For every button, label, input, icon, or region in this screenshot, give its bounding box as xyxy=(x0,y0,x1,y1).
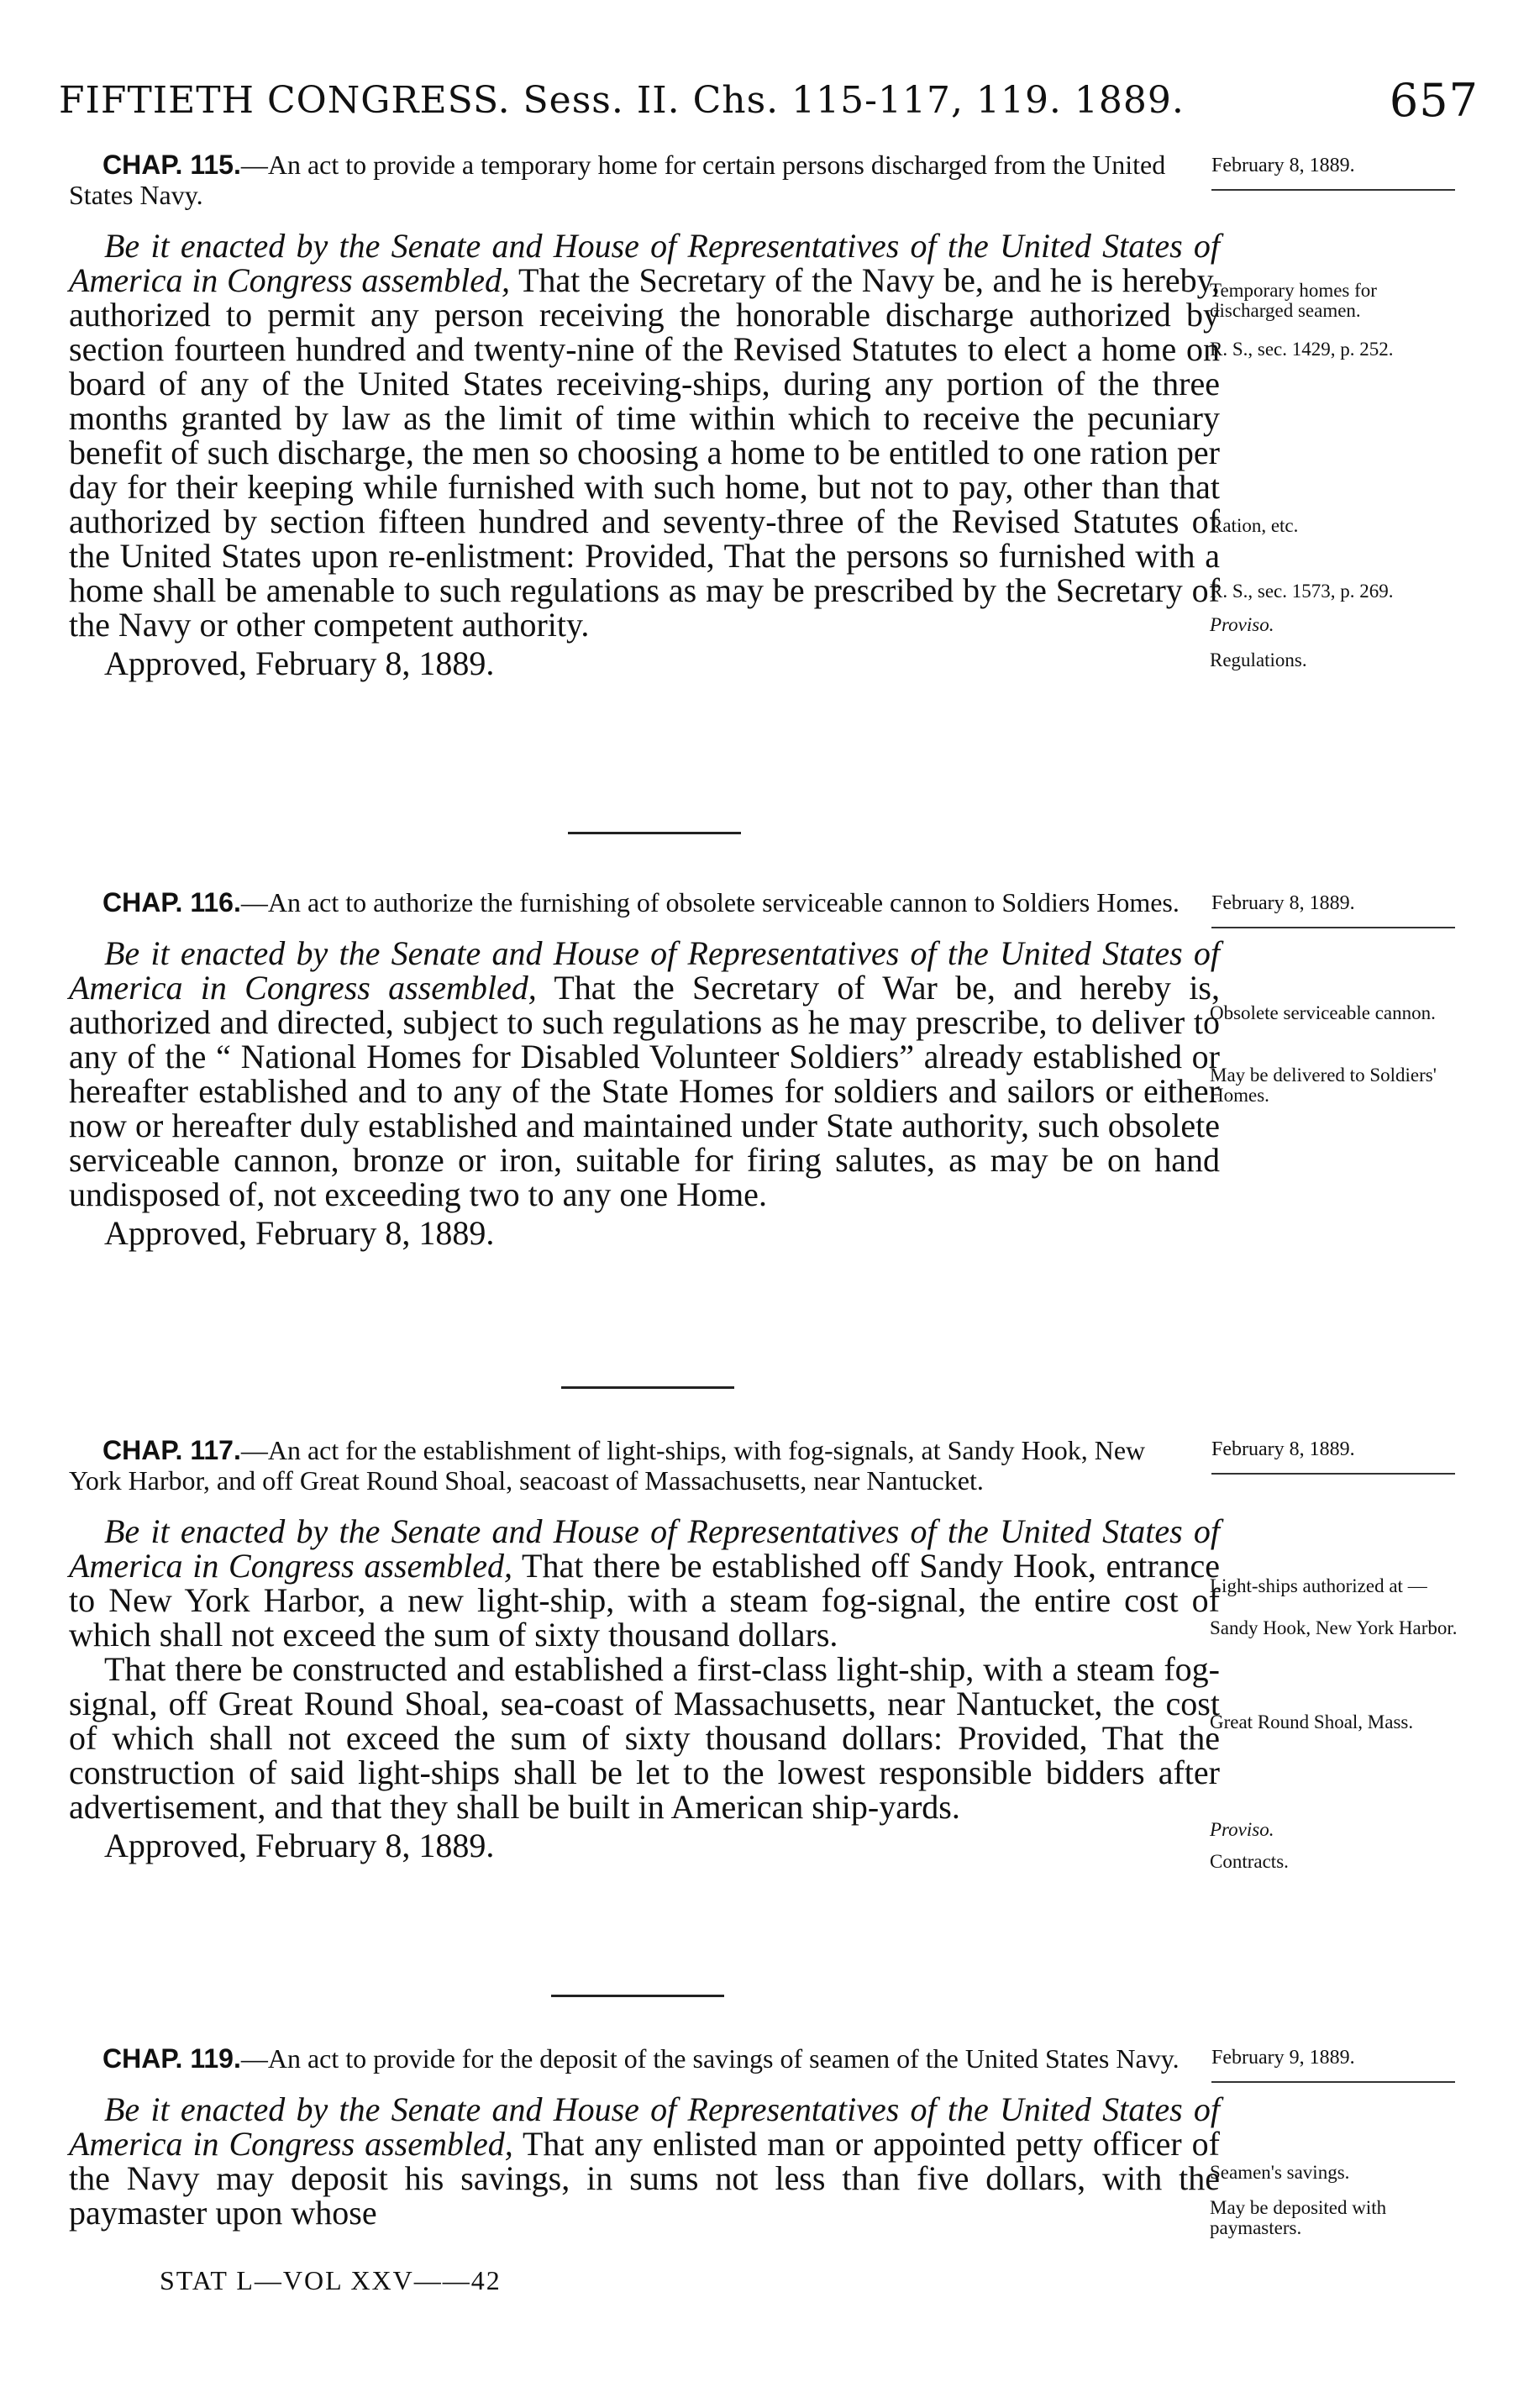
chapter-body xyxy=(69,2092,1220,2230)
sidenote: Obsolete serviceable cannon. xyxy=(1210,1002,1436,1023)
sidenote: R. S., sec. 1429, p. 252. xyxy=(1210,339,1394,360)
chapter-label: CHAP. 116. xyxy=(102,887,241,917)
sidenote: Seamen's savings. xyxy=(1210,2162,1350,2183)
chapter-117 xyxy=(69,1435,1220,1865)
chapter-119 xyxy=(69,2043,1220,2230)
paragraph: Be it enacted by the Senate and House of Representatives of the United States of America in Congress assembled, That any enlisted man or appointed petty officer of the Navy may deposit his savings, in sums not less than five dollars, with the paymaster upon whose xyxy=(69,2090,1220,2232)
sidenote: Sandy Hook, New York Harbor. xyxy=(1210,1617,1458,1638)
sidenote: Proviso. xyxy=(1210,614,1274,635)
enacting-clause: Be it enacted by the Senate and House of Representatives of the United States of America in Congress assembled, xyxy=(69,2090,1220,2163)
enacting-clause: Be it enacted by the Senate and House of Representatives of the United States of America in Congress assembled, xyxy=(69,1512,1220,1585)
sidenote: Regulations. xyxy=(1210,649,1307,670)
chapter-title-text: —An act to authorize the furnishing of obsolete serviceable cannon to Soldiers Homes. xyxy=(240,887,1180,917)
chapter-body xyxy=(69,229,1220,642)
approved-line: Approved, February 8, 1889. xyxy=(104,1214,495,1252)
paragraph: Be it enacted by the Senate and House of Representatives of the United States of America in Congress assembled, That the Secretary of the Navy be, and he is hereby, authorized to permit any person receiving the honorable discharge authorized by section fourteen hundred and twenty-nine of the Revised Statutes to elect a home on board of any of the United States receiving-ships, during any portion of the three months granted by law as the limit of time within which to receive the pecuniary benefit of such discharge, the men so choosing a home to be entitled to one ration per day for their keeping while furnished with such home, but not to pay, other than that authorized by section fifteen hundred and seventy-three of the Revised Statutes of the United States upon re-enlistment: Provided, That the persons so furnished with a home shall be amenable to such regulations as may be prescribed by the Secretary of the Navy or other competent authority. xyxy=(69,227,1221,644)
section-divider xyxy=(551,1995,724,1997)
sidenote: May be deposited with paymasters. xyxy=(1210,2197,1387,2238)
sidenote: Proviso. xyxy=(1210,1819,1274,1840)
paragraph: That there be constructed and established a first-class light-ship, with a steam fog-signal, off Great Round Shoal, sea-coast of Massachusetts, near Nantucket, the cost of which shall not exceed the sum of sixty thousand dollars: Provided, That the construction of said light-ships shall be let to the lowest responsible bidders after advertisement, and that they shall be built in American ship-yards. xyxy=(69,1650,1220,1826)
enacting-clause: Be it enacted by the Senate and House of Representatives of the United States of America in Congress assembled, xyxy=(69,934,1220,1007)
section-divider xyxy=(561,1386,734,1389)
chapter-title-text: —An act to provide for the deposit of the savings of seamen of the United States Navy. xyxy=(240,2043,1180,2074)
sidenote: Great Round Shoal, Mass. xyxy=(1210,1711,1414,1732)
chapter-body xyxy=(69,936,1220,1212)
approved-line: Approved, February 8, 1889. xyxy=(104,644,495,682)
chapter-115 xyxy=(69,150,1220,683)
signature-line: STAT L—VOL XXV——42 xyxy=(160,2265,502,2295)
date-sidenote: February 8, 1889. xyxy=(1211,1438,1455,1475)
chapter-116 xyxy=(69,887,1220,1253)
sidenote: May be delivered to Soldiers' Homes. xyxy=(1210,1065,1437,1106)
paragraph: Be it enacted by the Senate and House of Representatives of the United States of America in Congress assembled, That the Secretary of War be, and hereby is, authorized and directed, subject to such regulations as he may prescribe, to deliver to any of the “ National Homes for Disabled Volunteer Soldiers” already established or hereafter established and to any of the State Homes for soldiers and sailors or either now or hereafter duly established and maintained under State authority, such obsolete serviceable cannon, bronze or iron, suitable for firing salutes, as may be on hand undisposed of, not exceeding two to any one Home. xyxy=(69,934,1220,1213)
date-sidenote: February 9, 1889. xyxy=(1211,2047,1455,2083)
chapter-label: CHAP. 117. xyxy=(102,1435,241,1465)
sidenote: Contracts. xyxy=(1210,1851,1289,1872)
paragraph: Be it enacted by the Senate and House of Representatives of the United States of America in Congress assembled, That there be established off Sandy Hook, entrance to New York Harbor, a new light-ship, with a steam fog-signal, the entire cost of which shall not exceed the sum of sixty thousand dollars. xyxy=(69,1512,1221,1654)
sidenote: R. S., sec. 1573, p. 269. xyxy=(1210,581,1394,602)
page-header xyxy=(59,74,1479,133)
section-divider xyxy=(568,832,741,834)
page-number: 657 xyxy=(1389,74,1479,127)
date-sidenote: February 8, 1889. xyxy=(1211,155,1455,191)
chapter-label: CHAP. 119. xyxy=(102,2043,241,2074)
sidenote: Light-ships authorized at — xyxy=(1210,1575,1427,1596)
sidenote: Temporary homes for discharged seamen. xyxy=(1210,280,1377,321)
date-sidenote: February 8, 1889. xyxy=(1211,892,1455,928)
chapter-label: CHAP. 115. xyxy=(102,150,241,180)
chapter-title xyxy=(69,887,1195,917)
chapter-title xyxy=(69,2043,1195,2074)
running-head: FIFTIETH CONGRESS. Sess. II. Chs. 115-117, 119. 1889. xyxy=(59,79,1185,122)
approved-line: Approved, February 8, 1889. xyxy=(104,1827,495,1864)
chapter-title xyxy=(69,1435,1195,1496)
chapter-title-text: —An act for the establishment of light-ships, with fog-signals, at Sandy Hook, New York Harbor, and off Great Round Shoal, seacoast of Massachusetts, near Nantucket. xyxy=(69,1435,1146,1496)
enacting-clause: Be it enacted by the Senate and House of Representatives of the United States of America in Congress assembled, xyxy=(69,227,1220,299)
sidenote: Ration, etc. xyxy=(1210,515,1299,536)
chapter-title xyxy=(69,150,1195,210)
chapter-title-text: —An act to provide a temporary home for certain persons discharged from the United States Navy. xyxy=(69,150,1166,210)
chapter-body xyxy=(69,1514,1220,1824)
